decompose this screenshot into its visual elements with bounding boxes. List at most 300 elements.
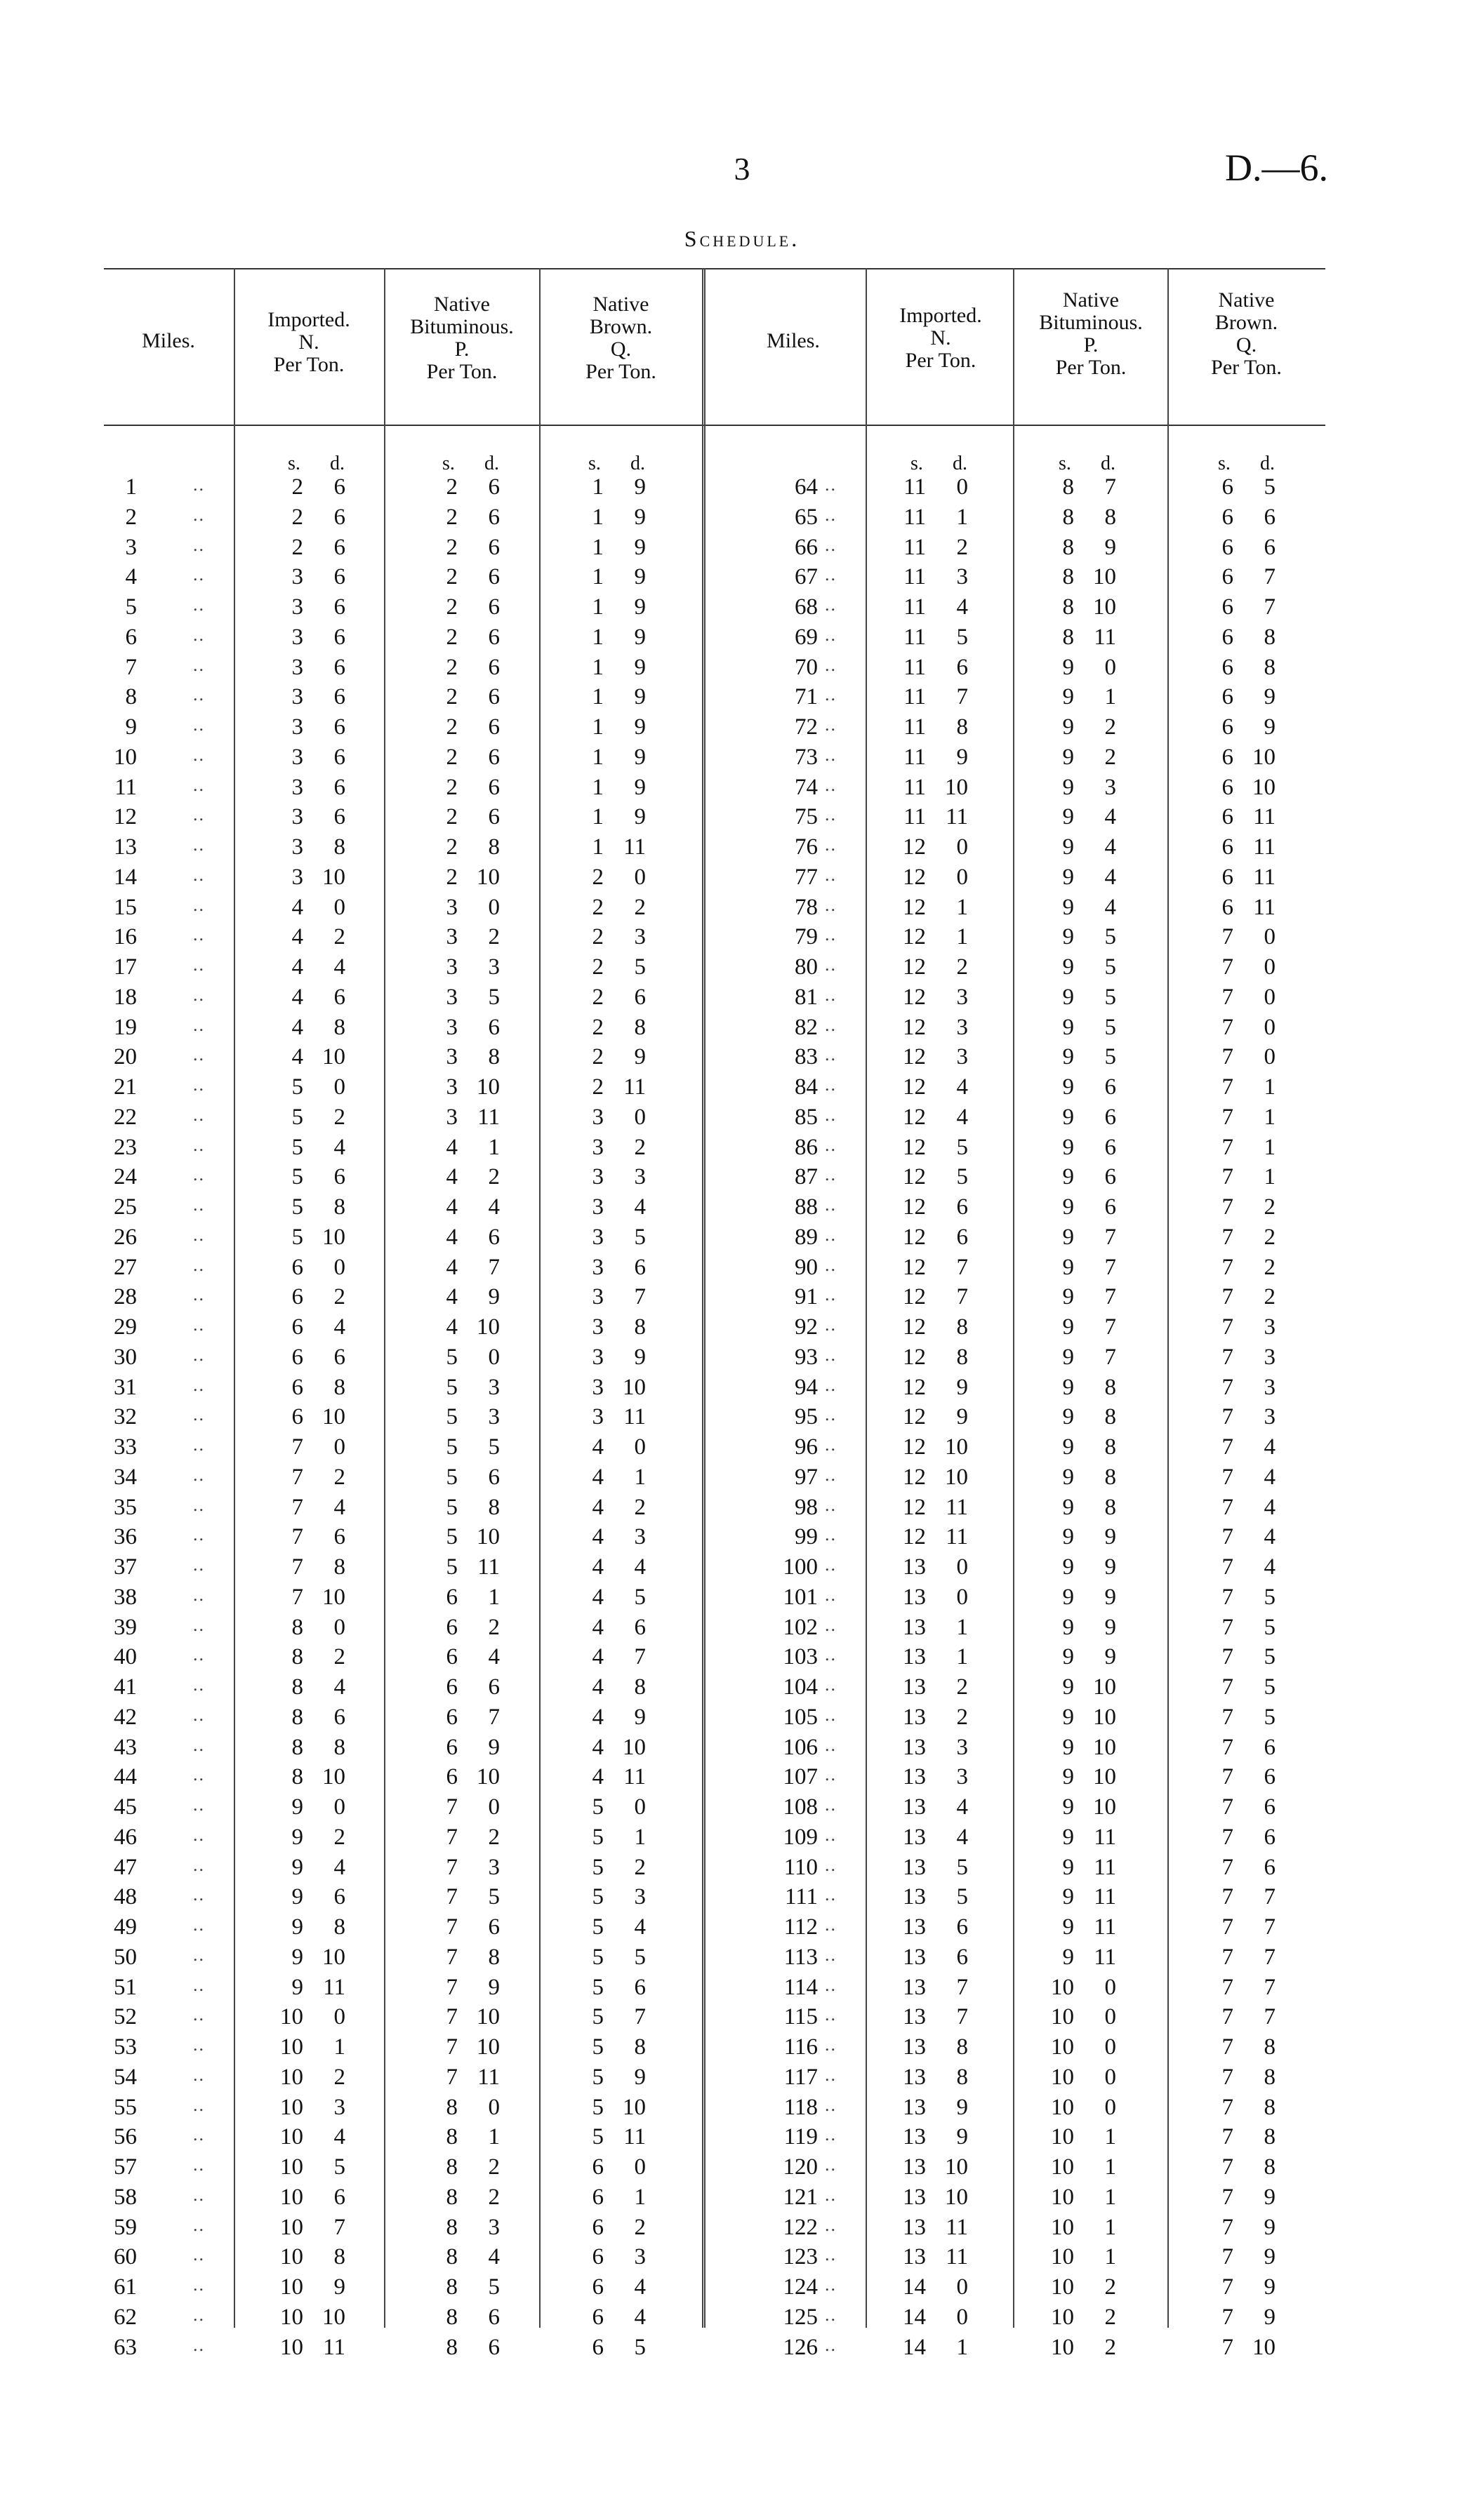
bituminous-shillings: 10 xyxy=(1051,2124,1074,2150)
bituminous-pence: 4 xyxy=(488,2244,500,2270)
bituminous-pence: 5 xyxy=(488,2274,500,2300)
brown-shillings: 6 xyxy=(1221,714,1233,740)
miles-cell: 4 xyxy=(125,564,137,590)
brown-pence: 7 xyxy=(1264,1944,1276,1970)
bituminous-pence: 10 xyxy=(1093,564,1116,590)
leader-dots: .. xyxy=(825,2304,837,2325)
imported-pence: 4 xyxy=(956,594,968,620)
leader-dots: .. xyxy=(825,1044,837,1065)
leader-dots: .. xyxy=(193,1974,205,1995)
leader-dots: .. xyxy=(825,924,837,945)
bituminous-pence: 3 xyxy=(1104,774,1116,800)
brown-pence: 8 xyxy=(634,1314,646,1340)
miles-cell: 84 xyxy=(795,1074,818,1100)
bituminous-pence: 2 xyxy=(1104,2334,1116,2360)
imported-pence: 8 xyxy=(333,1554,345,1580)
miles-cell: 79 xyxy=(795,924,818,950)
imported-pence: 10 xyxy=(322,1224,345,1250)
imported-shillings: 7 xyxy=(291,1584,303,1610)
miles-cell: 93 xyxy=(795,1344,818,1370)
header-bituminous-line: Bituminous. xyxy=(1039,311,1143,334)
brown-shillings: 5 xyxy=(592,1824,604,1850)
imported-shillings: 12 xyxy=(903,924,926,950)
brown-pence: 4 xyxy=(1264,1524,1276,1550)
brown-shillings: 6 xyxy=(1221,474,1233,500)
imported-pence: 0 xyxy=(956,474,968,500)
bituminous-pence: 2 xyxy=(1104,2274,1116,2300)
leader-dots: .. xyxy=(825,864,837,885)
brown-pence: 11 xyxy=(623,1074,646,1100)
imported-pence: 5 xyxy=(333,2154,345,2180)
brown-pence: 10 xyxy=(623,1374,646,1400)
leader-dots: .. xyxy=(825,1314,837,1335)
imported-pence: 10 xyxy=(322,1044,345,1070)
imported-pence: 3 xyxy=(956,984,968,1010)
miles-cell: 15 xyxy=(114,894,137,920)
imported-pence: 7 xyxy=(956,1254,968,1280)
miles-cell: 30 xyxy=(114,1344,137,1370)
brown-shillings: 3 xyxy=(592,1314,604,1340)
miles-cell: 75 xyxy=(795,804,818,830)
leader-dots: .. xyxy=(193,1674,205,1695)
bituminous-shillings: 8 xyxy=(1062,624,1074,650)
brown-shillings: 3 xyxy=(592,1224,604,1250)
bituminous-shillings: 9 xyxy=(1062,1764,1074,1790)
miles-cell: 16 xyxy=(114,924,137,950)
brown-shillings: 7 xyxy=(1221,1734,1233,1760)
bituminous-shillings: 5 xyxy=(446,1524,458,1550)
header-brown-line: Native xyxy=(592,293,649,316)
bituminous-shillings: 7 xyxy=(446,2004,458,2030)
header-imported-line: N. xyxy=(930,326,951,349)
brown-shillings: 6 xyxy=(1221,774,1233,800)
imported-shillings: 13 xyxy=(903,2154,926,2180)
imported-pence: 0 xyxy=(333,1614,345,1640)
bituminous-pence: 0 xyxy=(1104,2034,1116,2060)
leader-dots: .. xyxy=(193,924,205,945)
brown-shillings: 3 xyxy=(592,1254,604,1280)
bituminous-shillings: 9 xyxy=(1062,1734,1074,1760)
miles-cell: 95 xyxy=(795,1404,818,1430)
table-row xyxy=(0,1375,1484,1404)
brown-shillings: 7 xyxy=(1221,1044,1233,1070)
imported-pence: 10 xyxy=(945,774,968,800)
bituminous-pence: 8 xyxy=(488,1044,500,1070)
leader-dots: .. xyxy=(193,1074,205,1095)
table-row xyxy=(0,1495,1484,1524)
imported-pence: 6 xyxy=(333,1344,345,1370)
imported-shillings: 5 xyxy=(291,1224,303,1250)
bituminous-shillings: 9 xyxy=(1062,1164,1074,1190)
leader-dots: .. xyxy=(825,1074,837,1095)
brown-pence: 5 xyxy=(634,1944,646,1970)
bituminous-pence: 6 xyxy=(1104,1134,1116,1160)
imported-shillings: 13 xyxy=(903,1914,926,1940)
leader-dots: .. xyxy=(825,1134,837,1155)
brown-pence: 11 xyxy=(1253,834,1276,860)
bituminous-pence: 5 xyxy=(1104,984,1116,1010)
bituminous-pence: 9 xyxy=(488,1734,500,1760)
brown-shillings: 3 xyxy=(592,1284,604,1310)
miles-cell: 89 xyxy=(795,1224,818,1250)
table-row xyxy=(0,1194,1484,1224)
brown-shillings: 2 xyxy=(592,1044,604,1070)
imported-shillings: 12 xyxy=(903,1494,926,1520)
miles-cell: 83 xyxy=(795,1044,818,1070)
unit-s: s. xyxy=(1059,453,1071,474)
bituminous-shillings: 9 xyxy=(1062,804,1074,830)
leader-dots: .. xyxy=(193,1194,205,1215)
brown-shillings: 7 xyxy=(1221,1314,1233,1340)
miles-cell: 48 xyxy=(114,1884,137,1910)
imported-pence: 11 xyxy=(946,1524,968,1550)
miles-cell: 118 xyxy=(783,2094,818,2120)
imported-shillings: 13 xyxy=(903,1554,926,1580)
bituminous-pence: 3 xyxy=(488,2214,500,2240)
brown-pence: 2 xyxy=(634,1494,646,1520)
leader-dots: .. xyxy=(193,2334,205,2355)
bituminous-shillings: 9 xyxy=(1062,1824,1074,1850)
brown-shillings: 6 xyxy=(1221,654,1233,680)
miles-cell: 5 xyxy=(125,594,137,620)
bituminous-shillings: 9 xyxy=(1062,1224,1074,1250)
miles-cell: 122 xyxy=(783,2214,818,2240)
brown-shillings: 4 xyxy=(592,1734,604,1760)
bituminous-shillings: 2 xyxy=(446,624,458,650)
unit-d: d. xyxy=(630,453,645,474)
brown-shillings: 7 xyxy=(1221,1074,1233,1100)
bituminous-shillings: 9 xyxy=(1062,744,1074,770)
header-brown-line: Per Ton. xyxy=(585,360,656,383)
leader-dots: .. xyxy=(825,1404,837,1425)
bituminous-pence: 2 xyxy=(1104,2304,1116,2330)
imported-pence: 10 xyxy=(945,2184,968,2210)
bituminous-pence: 6 xyxy=(488,774,500,800)
table-row xyxy=(0,804,1484,834)
brown-pence: 4 xyxy=(1264,1554,1276,1580)
miles-cell: 57 xyxy=(114,2154,137,2180)
header-miles-left: Miles. xyxy=(142,329,195,352)
imported-pence: 4 xyxy=(333,1494,345,1520)
bituminous-shillings: 9 xyxy=(1062,864,1074,890)
imported-pence: 8 xyxy=(956,1314,968,1340)
brown-shillings: 2 xyxy=(592,954,604,980)
imported-pence: 6 xyxy=(333,804,345,830)
brown-shillings: 2 xyxy=(592,894,604,920)
bituminous-shillings: 2 xyxy=(446,654,458,680)
header-imported-line: Imported. xyxy=(899,304,982,327)
miles-cell: 24 xyxy=(114,1164,137,1190)
brown-pence: 4 xyxy=(634,1914,646,1940)
miles-cell: 25 xyxy=(114,1194,137,1220)
leader-dots: .. xyxy=(193,1434,205,1455)
brown-pence: 1 xyxy=(634,1464,646,1490)
bituminous-shillings: 4 xyxy=(446,1314,458,1340)
table-row xyxy=(0,1225,1484,1254)
leader-dots: .. xyxy=(825,1194,837,1215)
imported-pence: 8 xyxy=(333,1734,345,1760)
imported-pence: 1 xyxy=(956,1614,968,1640)
bituminous-pence: 6 xyxy=(488,744,500,770)
bituminous-shillings: 5 xyxy=(446,1344,458,1370)
imported-shillings: 13 xyxy=(903,2244,926,2270)
bituminous-shillings: 9 xyxy=(1062,1374,1074,1400)
bituminous-pence: 10 xyxy=(1093,594,1116,620)
miles-cell: 106 xyxy=(783,1734,818,1760)
table-row xyxy=(0,1164,1484,1194)
imported-shillings: 7 xyxy=(291,1554,303,1580)
bituminous-pence: 1 xyxy=(488,2124,500,2150)
imported-shillings: 3 xyxy=(291,834,303,860)
imported-shillings: 3 xyxy=(291,774,303,800)
imported-shillings: 13 xyxy=(903,2004,926,2030)
leader-dots: .. xyxy=(193,1014,205,1035)
bituminous-shillings: 8 xyxy=(1062,534,1074,560)
bituminous-pence: 10 xyxy=(477,1314,500,1340)
bituminous-shillings: 8 xyxy=(1062,564,1074,590)
miles-cell: 86 xyxy=(795,1134,818,1160)
imported-shillings: 4 xyxy=(291,894,303,920)
bituminous-shillings: 10 xyxy=(1051,2184,1074,2210)
miles-cell: 99 xyxy=(795,1524,818,1550)
miles-cell: 45 xyxy=(114,1794,137,1820)
brown-shillings: 4 xyxy=(592,1584,604,1610)
imported-shillings: 6 xyxy=(291,1404,303,1430)
brown-shillings: 7 xyxy=(1221,2094,1233,2120)
miles-cell: 1 xyxy=(125,474,137,500)
imported-shillings: 8 xyxy=(291,1674,303,1700)
brown-shillings: 7 xyxy=(1221,1974,1233,2000)
brown-pence: 9 xyxy=(634,714,646,740)
bituminous-shillings: 6 xyxy=(446,1584,458,1610)
leader-dots: .. xyxy=(825,624,837,645)
imported-pence: 0 xyxy=(956,1584,968,1610)
bituminous-shillings: 7 xyxy=(446,2034,458,2060)
imported-shillings: 10 xyxy=(280,2304,303,2330)
bituminous-pence: 9 xyxy=(488,1284,500,1310)
brown-shillings: 7 xyxy=(1221,2064,1233,2090)
brown-shillings: 5 xyxy=(592,2094,604,2120)
miles-cell: 107 xyxy=(783,1764,818,1790)
leader-dots: .. xyxy=(825,2064,837,2085)
miles-cell: 112 xyxy=(783,1914,818,1940)
bituminous-pence: 6 xyxy=(488,534,500,560)
imported-pence: 6 xyxy=(333,684,345,710)
brown-pence: 11 xyxy=(623,1404,646,1430)
imported-shillings: 3 xyxy=(291,744,303,770)
bituminous-shillings: 10 xyxy=(1051,2154,1074,2180)
header-imported-line: Per Ton. xyxy=(905,349,976,372)
imported-shillings: 13 xyxy=(903,2064,926,2090)
brown-pence: 9 xyxy=(634,564,646,590)
brown-shillings: 6 xyxy=(592,2274,604,2300)
imported-shillings: 3 xyxy=(291,594,303,620)
leader-dots: .. xyxy=(193,1254,205,1275)
header-bituminous-right xyxy=(1016,289,1165,379)
miles-cell: 63 xyxy=(114,2334,137,2360)
brown-shillings: 7 xyxy=(1221,1464,1233,1490)
miles-cell: 81 xyxy=(795,984,818,1010)
miles-cell: 52 xyxy=(114,2004,137,2030)
brown-pence: 11 xyxy=(623,834,646,860)
brown-shillings: 6 xyxy=(1221,804,1233,830)
bituminous-pence: 1 xyxy=(1104,2214,1116,2240)
table-row xyxy=(0,684,1484,714)
brown-pence: 4 xyxy=(634,2304,646,2330)
imported-shillings: 12 xyxy=(903,1014,926,1040)
imported-pence: 0 xyxy=(956,864,968,890)
brown-shillings: 2 xyxy=(592,1074,604,1100)
leader-dots: .. xyxy=(825,1104,837,1125)
miles-cell: 115 xyxy=(783,2004,818,2030)
bituminous-pence: 3 xyxy=(488,1374,500,1400)
brown-pence: 11 xyxy=(623,1764,646,1790)
bituminous-shillings: 10 xyxy=(1051,1974,1074,2000)
imported-pence: 9 xyxy=(956,2124,968,2150)
imported-shillings: 10 xyxy=(280,2184,303,2210)
miles-cell: 110 xyxy=(783,1854,818,1880)
imported-shillings: 11 xyxy=(903,474,926,500)
brown-shillings: 7 xyxy=(1221,1554,1233,1580)
brown-shillings: 6 xyxy=(1221,834,1233,860)
miles-cell: 54 xyxy=(114,2064,137,2090)
leader-dots: .. xyxy=(193,594,205,615)
brown-shillings: 7 xyxy=(1221,954,1233,980)
bituminous-pence: 10 xyxy=(1093,1734,1116,1760)
table-row xyxy=(0,1345,1484,1374)
leader-dots: .. xyxy=(193,2064,205,2085)
unit-d: d. xyxy=(484,453,499,474)
bituminous-shillings: 2 xyxy=(446,804,458,830)
brown-pence: 3 xyxy=(634,1524,646,1550)
leader-dots: .. xyxy=(193,1614,205,1635)
imported-shillings: 10 xyxy=(280,2154,303,2180)
brown-pence: 9 xyxy=(634,774,646,800)
header-brown-line: Brown. xyxy=(1214,311,1278,334)
leader-dots: .. xyxy=(193,1494,205,1515)
brown-pence: 10 xyxy=(623,2094,646,2120)
miles-cell: 19 xyxy=(114,1014,137,1040)
imported-shillings: 12 xyxy=(903,1524,926,1550)
brown-pence: 9 xyxy=(1264,714,1276,740)
brown-shillings: 1 xyxy=(592,774,604,800)
leader-dots: .. xyxy=(825,1494,837,1515)
brown-pence: 9 xyxy=(634,1704,646,1730)
bituminous-pence: 8 xyxy=(1104,504,1116,530)
bituminous-pence: 10 xyxy=(477,1764,500,1790)
miles-cell: 12 xyxy=(114,804,137,830)
brown-pence: 8 xyxy=(634,1674,646,1700)
miles-cell: 6 xyxy=(125,624,137,650)
bituminous-shillings: 10 xyxy=(1051,2334,1074,2360)
brown-shillings: 7 xyxy=(1221,1584,1233,1610)
imported-shillings: 8 xyxy=(291,1614,303,1640)
brown-pence: 11 xyxy=(1253,804,1276,830)
imported-shillings: 13 xyxy=(903,1854,926,1880)
bituminous-shillings: 3 xyxy=(446,1104,458,1130)
imported-pence: 3 xyxy=(956,1764,968,1790)
bituminous-shillings: 7 xyxy=(446,1884,458,1910)
brown-shillings: 7 xyxy=(1221,1134,1233,1160)
brown-shillings: 4 xyxy=(592,1674,604,1700)
miles-cell: 36 xyxy=(114,1524,137,1550)
leader-dots: .. xyxy=(193,2154,205,2175)
brown-shillings: 6 xyxy=(1221,624,1233,650)
bituminous-pence: 0 xyxy=(1104,2004,1116,2030)
table-row xyxy=(0,1735,1484,1764)
table-row xyxy=(0,2124,1484,2154)
leader-dots: .. xyxy=(193,684,205,705)
miles-cell: 104 xyxy=(783,1674,818,1700)
brown-shillings: 1 xyxy=(592,504,604,530)
brown-pence: 11 xyxy=(1253,894,1276,920)
brown-pence: 4 xyxy=(1264,1494,1276,1520)
imported-pence: 6 xyxy=(333,474,345,500)
bituminous-pence: 1 xyxy=(488,1584,500,1610)
brown-pence: 0 xyxy=(1264,1044,1276,1070)
brown-shillings: 6 xyxy=(1221,894,1233,920)
bituminous-shillings: 6 xyxy=(446,1644,458,1670)
imported-shillings: 4 xyxy=(291,954,303,980)
imported-pence: 6 xyxy=(333,624,345,650)
imported-shillings: 11 xyxy=(903,744,926,770)
miles-cell: 22 xyxy=(114,1104,137,1130)
imported-shillings: 10 xyxy=(280,2004,303,2030)
bituminous-pence: 4 xyxy=(1104,864,1116,890)
brown-pence: 6 xyxy=(1264,1764,1276,1790)
page-number: 3 xyxy=(734,151,750,187)
miles-cell: 2 xyxy=(125,504,137,530)
brown-pence: 4 xyxy=(1264,1464,1276,1490)
imported-shillings: 11 xyxy=(903,654,926,680)
leader-dots: .. xyxy=(193,774,205,795)
bituminous-pence: 2 xyxy=(488,2154,500,2180)
imported-shillings: 13 xyxy=(903,1644,926,1670)
bituminous-pence: 8 xyxy=(1104,1434,1116,1460)
miles-cell: 76 xyxy=(795,834,818,860)
imported-pence: 6 xyxy=(333,594,345,620)
brown-pence: 1 xyxy=(1264,1164,1276,1190)
table-row xyxy=(0,1255,1484,1284)
leader-dots: .. xyxy=(193,744,205,765)
brown-shillings: 3 xyxy=(592,1404,604,1430)
imported-pence: 6 xyxy=(333,714,345,740)
miles-cell: 9 xyxy=(125,714,137,740)
header-bituminous-line: Native xyxy=(1063,288,1119,312)
brown-shillings: 3 xyxy=(592,1134,604,1160)
imported-shillings: 5 xyxy=(291,1164,303,1190)
bituminous-pence: 6 xyxy=(488,1224,500,1250)
imported-shillings: 2 xyxy=(291,534,303,560)
bituminous-shillings: 4 xyxy=(446,1224,458,1250)
bituminous-shillings: 9 xyxy=(1062,1854,1074,1880)
header-bituminous-line: Native xyxy=(434,293,490,316)
imported-pence: 6 xyxy=(333,534,345,560)
leader-dots: .. xyxy=(193,954,205,975)
bituminous-shillings: 9 xyxy=(1062,1284,1074,1310)
bituminous-pence: 3 xyxy=(488,1854,500,1880)
imported-shillings: 6 xyxy=(291,1284,303,1310)
bituminous-pence: 1 xyxy=(488,1134,500,1160)
bituminous-shillings: 7 xyxy=(446,1974,458,2000)
imported-shillings: 13 xyxy=(903,1584,926,1610)
miles-cell: 103 xyxy=(783,1644,818,1670)
imported-shillings: 11 xyxy=(903,504,926,530)
brown-shillings: 6 xyxy=(1221,564,1233,590)
bituminous-shillings: 5 xyxy=(446,1434,458,1460)
imported-pence: 8 xyxy=(333,1914,345,1940)
table-row xyxy=(0,2215,1484,2244)
